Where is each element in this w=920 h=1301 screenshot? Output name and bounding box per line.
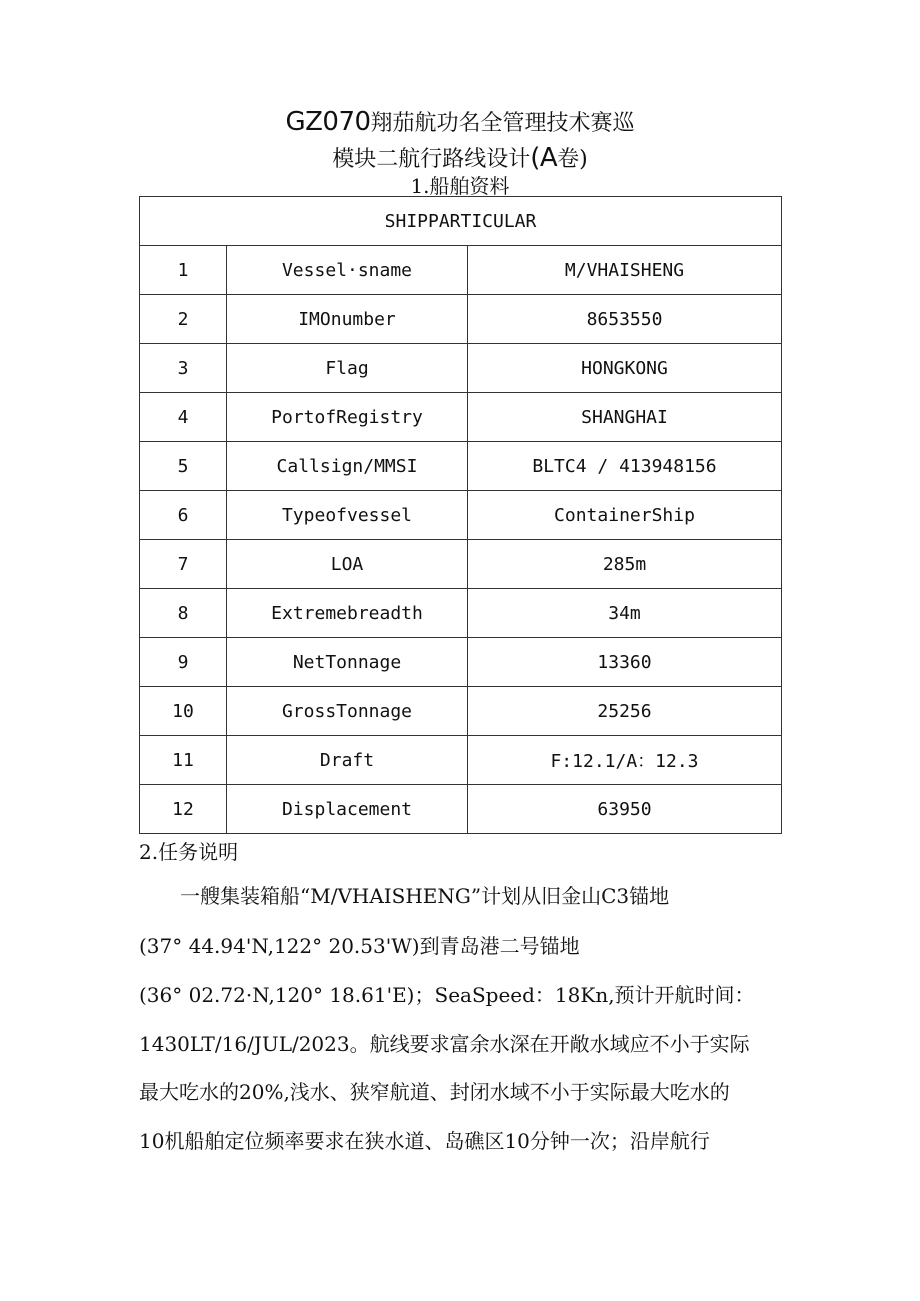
table-row bbox=[140, 491, 782, 540]
table-row bbox=[140, 589, 782, 638]
title-code: GZ070 bbox=[285, 107, 371, 137]
task-line-1: 一艘集装箱船“M/VHAISHENG”计划从旧金山C3锚地 bbox=[180, 884, 670, 908]
table-row bbox=[140, 246, 782, 295]
table-row bbox=[140, 687, 782, 736]
row-value-cell: ContainerShip bbox=[468, 491, 782, 540]
row-number-cell: 1 bbox=[140, 246, 227, 295]
task-line-3: (36° 02.72·N,120° 18.61'E)；SeaSpeed：18Kn,预计开航时间： bbox=[139, 983, 755, 1007]
row-value-cell: BLTC4 / 413948156 bbox=[468, 442, 782, 491]
table-row bbox=[140, 785, 782, 834]
table-row bbox=[140, 442, 782, 491]
row-number-cell: 2 bbox=[140, 295, 227, 344]
task-line-2: (37° 44.94'N,122° 20.53'W)到青岛港二号锚地 bbox=[139, 934, 580, 958]
task-line-4: 1430LT/16/JUL/2023。航线要求富余水深在开敞水域应不小于实际 bbox=[139, 1032, 750, 1056]
table-heading-row bbox=[140, 197, 782, 246]
row-label-cell: NetTonnage bbox=[227, 638, 468, 687]
row-value-cell: M/VHAISHENG bbox=[468, 246, 782, 295]
row-number-cell: 5 bbox=[140, 442, 227, 491]
row-value-cell: 25256 bbox=[468, 687, 782, 736]
title-text: 翔茄航功名全管理技术赛巡 bbox=[370, 111, 635, 136]
row-label-cell: IMOnumber bbox=[227, 295, 468, 344]
table-row bbox=[140, 638, 782, 687]
row-value-cell: 63950 bbox=[468, 785, 782, 834]
table-row bbox=[140, 393, 782, 442]
subtitle-end: 卷) bbox=[557, 147, 588, 172]
table-row bbox=[140, 736, 782, 785]
row-label-cell: Callsign/MMSI bbox=[227, 442, 468, 491]
row-value-cell: HONGKONG bbox=[468, 344, 782, 393]
subtitle-paren: (A bbox=[530, 143, 558, 173]
table-heading: SHIPPARTICULAR bbox=[140, 197, 782, 246]
section-2-heading: 2.任务说明 bbox=[139, 840, 239, 864]
row-value-cell: 8653550 bbox=[468, 295, 782, 344]
row-label-cell: LOA bbox=[227, 540, 468, 589]
row-value-cell: 285m bbox=[468, 540, 782, 589]
row-label-cell: Displacement bbox=[227, 785, 468, 834]
ship-particulars-table bbox=[139, 196, 782, 834]
row-number-cell: 12 bbox=[140, 785, 227, 834]
row-label-cell: PortofRegistry bbox=[227, 393, 468, 442]
document-subtitle bbox=[0, 142, 920, 173]
task-line-5: 最大吃水的20%,浅水、狭窄航道、封闭水域不小于实际最大吃水的 bbox=[139, 1080, 730, 1104]
subtitle-main: 模块二航行路线设计 bbox=[332, 147, 531, 172]
row-label-cell: Extremebreadth bbox=[227, 589, 468, 638]
row-number-cell: 9 bbox=[140, 638, 227, 687]
row-label-cell: Typeofvessel bbox=[227, 491, 468, 540]
row-number-cell: 6 bbox=[140, 491, 227, 540]
row-value-cell: F:12.1/A：12.3 bbox=[468, 736, 782, 785]
row-label-cell: Flag bbox=[227, 344, 468, 393]
section-1-heading: 1.船舶资料 bbox=[410, 174, 510, 198]
row-value-cell: 13360 bbox=[468, 638, 782, 687]
row-number-cell: 3 bbox=[140, 344, 227, 393]
table-row bbox=[140, 344, 782, 393]
row-value-cell: SHANGHAI bbox=[468, 393, 782, 442]
row-value-cell: 34m bbox=[468, 589, 782, 638]
row-number-cell: 7 bbox=[140, 540, 227, 589]
row-label-cell: Vessel·sname bbox=[227, 246, 468, 295]
row-number-cell: 11 bbox=[140, 736, 227, 785]
table-row bbox=[140, 540, 782, 589]
row-number-cell: 4 bbox=[140, 393, 227, 442]
table-row bbox=[140, 295, 782, 344]
row-label-cell: GrossTonnage bbox=[227, 687, 468, 736]
row-label-cell: Draft bbox=[227, 736, 468, 785]
task-line-6: 10机船舶定位频率要求在狭水道、岛礁区10分钟一次；沿岸航行 bbox=[139, 1129, 710, 1153]
document-title bbox=[0, 106, 920, 137]
row-number-cell: 8 bbox=[140, 589, 227, 638]
row-number-cell: 10 bbox=[140, 687, 227, 736]
